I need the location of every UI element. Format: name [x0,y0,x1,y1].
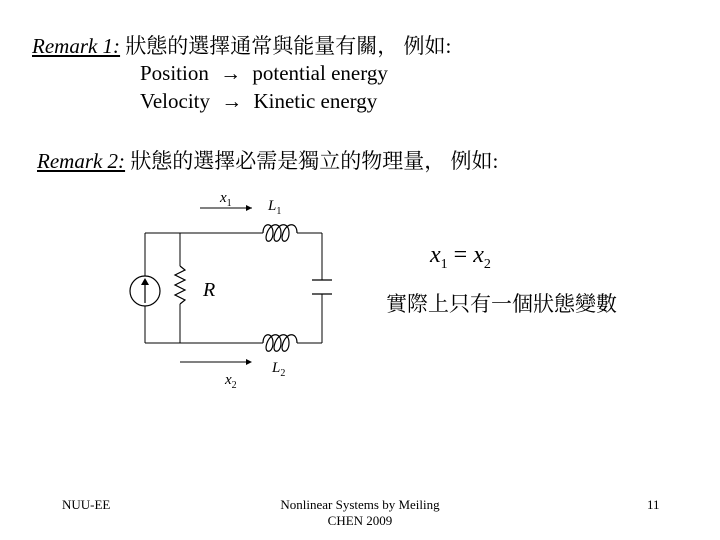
x2-arrowhead-icon [246,359,252,365]
remark-1-text: 狀態的選擇通常與能量有關， 例如: [125,34,452,58]
item-left: Velocity [140,89,210,113]
x1-label: $x_1$ [220,190,232,209]
equation [430,242,491,273]
eq-rhs-sub: 2 [483,256,491,272]
state-variable-note: 實際上只有一個狀態變數 [386,292,617,316]
x1-arrowhead-icon [246,205,252,211]
arrow-right-icon: → [220,61,242,85]
remark-2-label: Remark 2: [37,149,126,173]
remark-1-label: Remark 1: [32,34,121,58]
capacitor [312,280,332,294]
inductor-L1 [263,225,297,242]
eq-lhs-sub: 1 [440,256,448,272]
current-source [130,276,160,306]
arrow-right-icon: → [221,89,243,113]
x2-label: $x_2$ [225,372,237,391]
remark-2-text: 狀態的選擇必需是獨立的物理量， 例如: [130,149,499,173]
eq-rhs: x [473,242,484,268]
L1-label: $L_1$ [268,198,282,217]
item-right: potential energy [252,61,388,85]
L2-label: $L_2$ [272,360,286,379]
page-number: 11 [647,497,660,512]
item-left: Position [140,61,209,85]
resistor [175,266,185,304]
footer-left: NUU-EE [62,497,111,512]
eq-operator: = [453,242,468,268]
eq-lhs: x [430,242,441,268]
inductor-L2 [263,335,297,352]
item-right: Kinetic energy [253,89,378,113]
footer-center: Nonlinear Systems by Meiling CHEN 2009 [280,497,440,528]
R-label: R [203,279,216,301]
